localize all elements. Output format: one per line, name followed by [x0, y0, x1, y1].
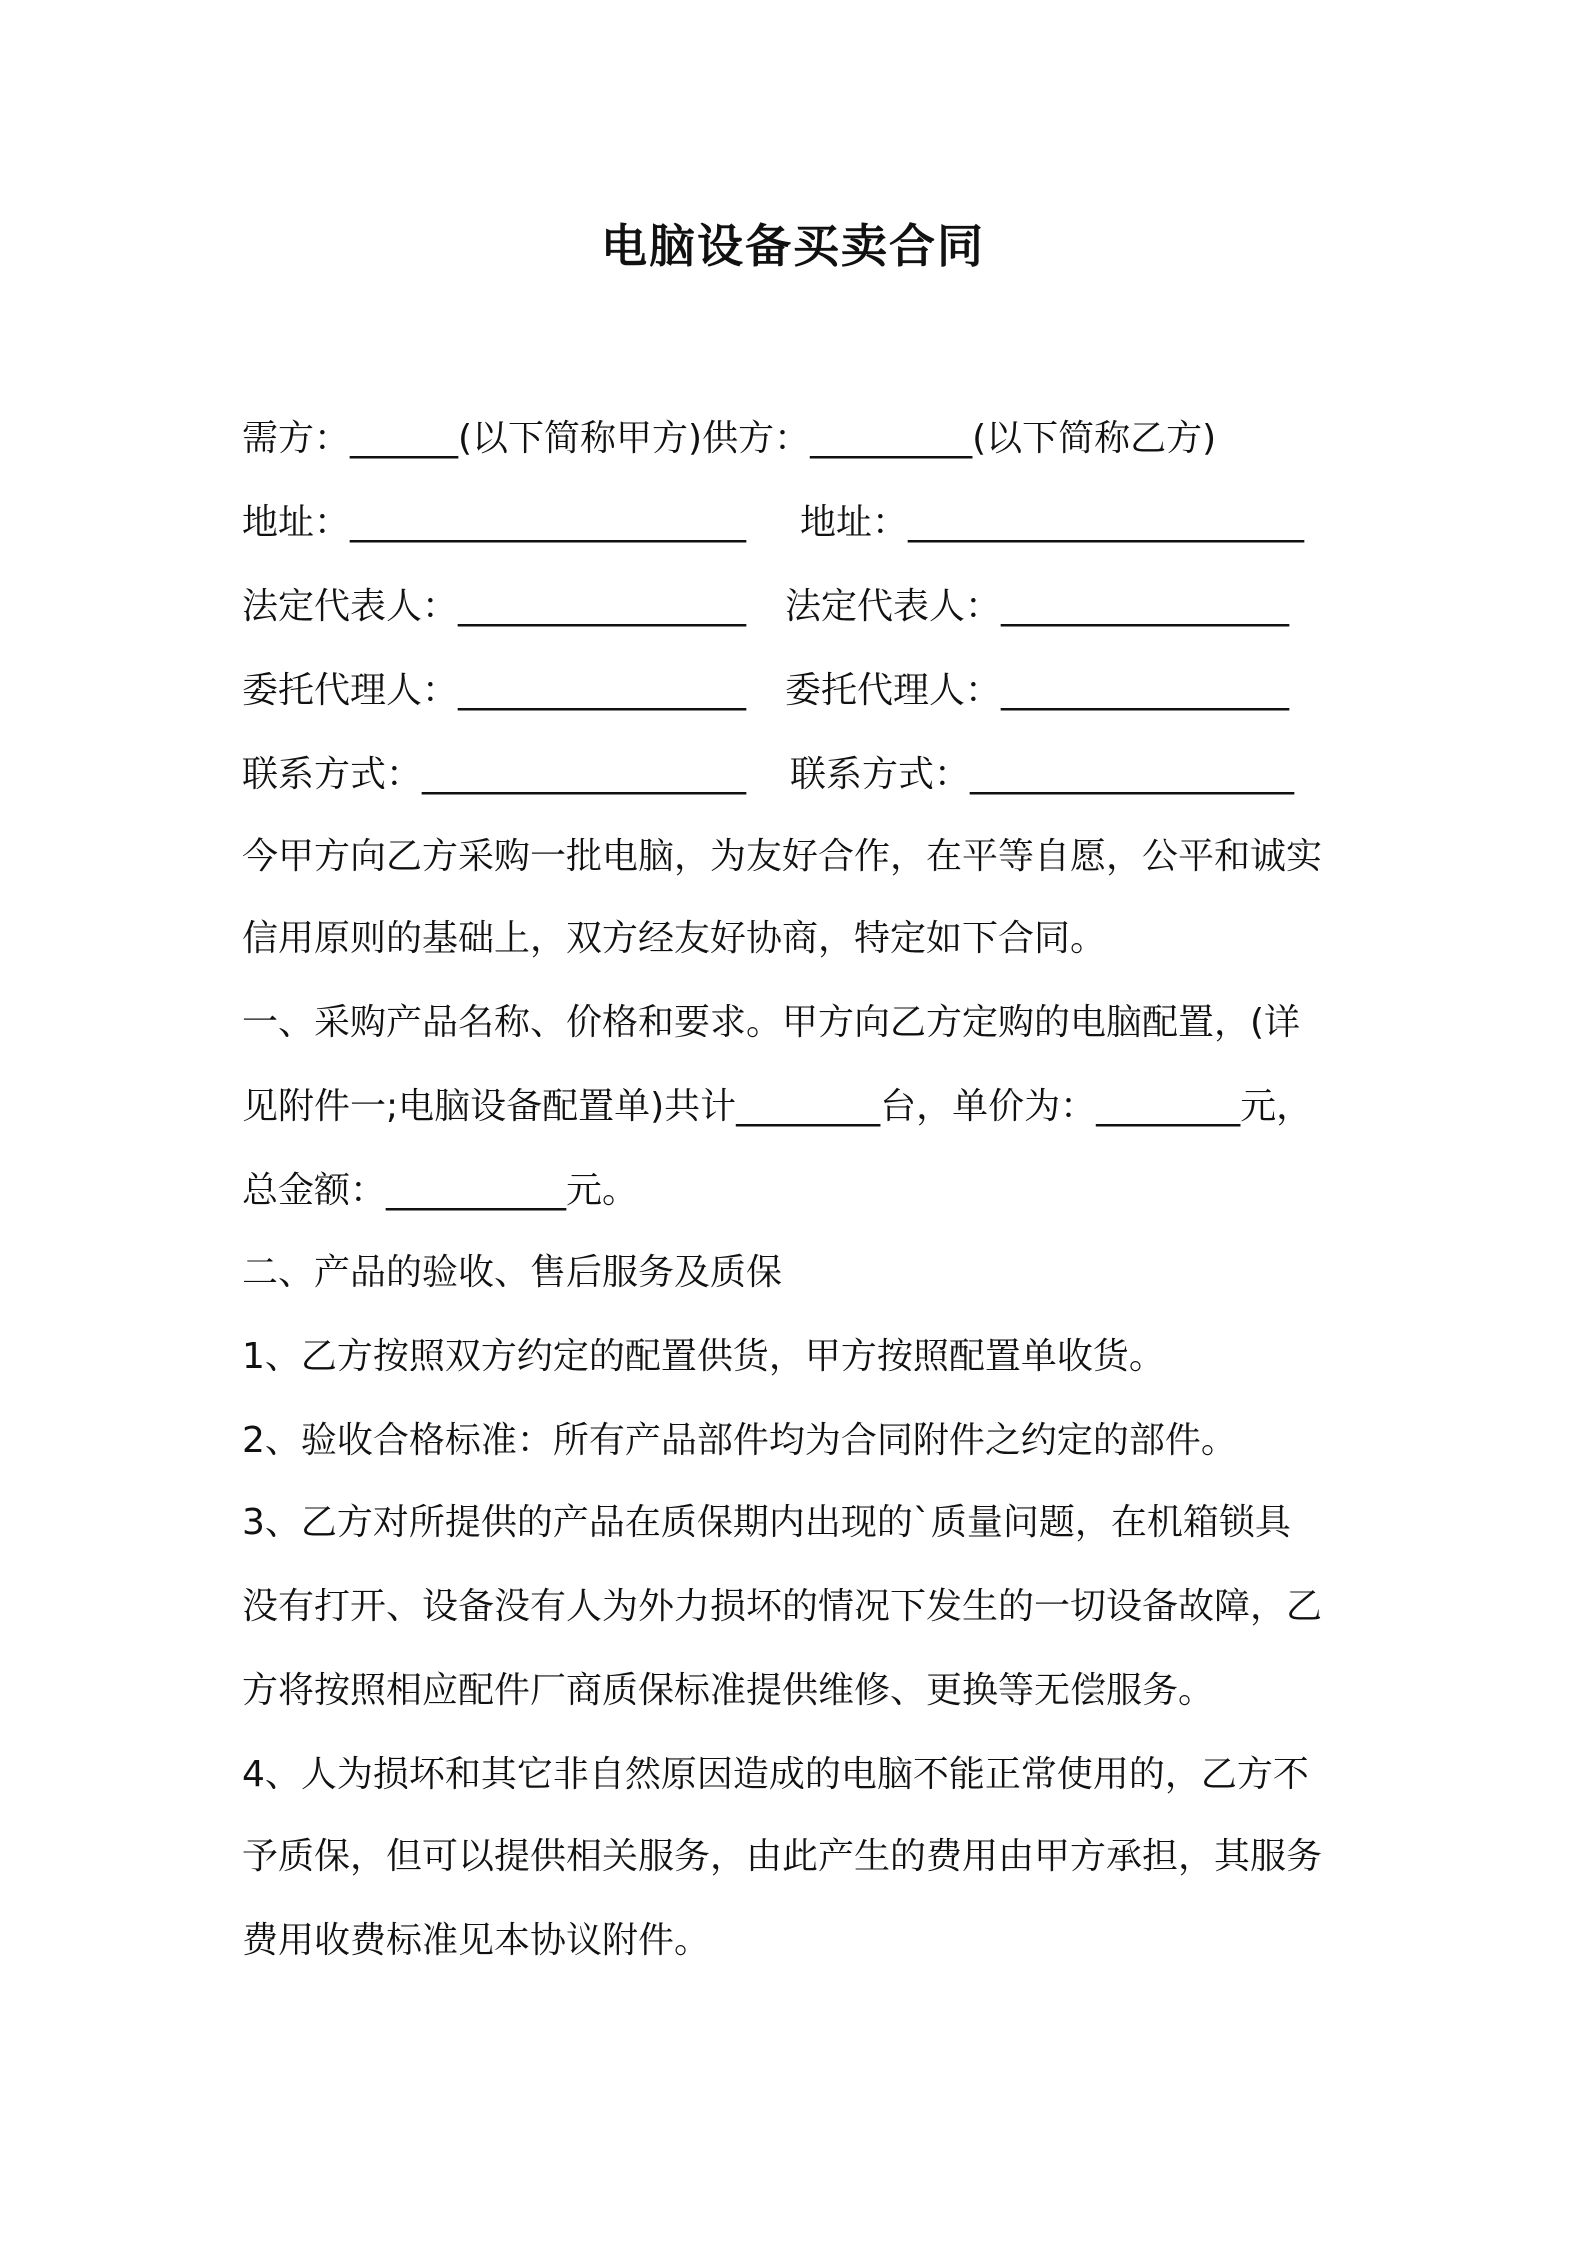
seller-legal-representative: 法定代表人：________________	[785, 586, 1290, 627]
section2-item-2: 2、验收合格标准：所有产品部件均为合同附件之约定的部件。	[242, 1420, 1237, 1461]
seller-address: 地址：______________________	[800, 502, 1305, 543]
document-title: 电脑设备买卖合同	[601, 219, 985, 273]
section1-line-3: 总金额：__________元。	[242, 1170, 639, 1211]
section2-item-1: 1、乙方按照双方约定的配置供货，甲方按照配置单收货。	[242, 1336, 1165, 1377]
section2-item-4-line-2: 予质保，但可以提供相关服务，由此产生的费用由甲方承担，其服务	[242, 1836, 1323, 1877]
buyer-legal-representative: 法定代表人：________________	[242, 586, 747, 627]
section2-item-3-line-3: 方将按照相应配件厂商质保标准提供维修、更换等无偿服务。	[242, 1670, 1215, 1711]
seller-contact: 联系方式：__________________	[790, 754, 1295, 795]
parties-line-buyer-seller: 需方：______(以下简称甲方)供方：_________(以下简称乙方)	[242, 418, 1217, 459]
seller-agent: 委托代理人：________________	[785, 670, 1290, 711]
section1-line-1: 一、采购产品名称、价格和要求。甲方向乙方定购的电脑配置，(详	[242, 1002, 1301, 1043]
section2-item-3-line-2: 没有打开、设备没有人为外力损坏的情况下发生的一切设备故障，乙	[242, 1586, 1323, 1627]
section2-item-4-line-1: 4、人为损坏和其它非自然原因造成的电脑不能正常使用的，乙方不	[242, 1754, 1309, 1795]
section2-item-4-line-3: 费用收费标准见本协议附件。	[242, 1920, 711, 1961]
section2-heading: 二、产品的验收、售后服务及质保	[242, 1252, 783, 1293]
section1-line-2: 见附件一;电脑设备配置单)共计________台，单价为：________元，	[242, 1086, 1313, 1127]
buyer-agent: 委托代理人：________________	[242, 670, 747, 711]
intro-line-1: 今甲方向乙方采购一批电脑，为友好合作，在平等自愿，公平和诚实	[242, 836, 1323, 877]
section2-item-3-line-1: 3、乙方对所提供的产品在质保期内出现的`质量问题，在机箱锁具	[242, 1502, 1291, 1543]
buyer-contact: 联系方式：__________________	[242, 754, 747, 795]
buyer-address: 地址：______________________	[242, 502, 747, 543]
intro-line-2: 信用原则的基础上，双方经友好协商，特定如下合同。	[242, 918, 1107, 959]
